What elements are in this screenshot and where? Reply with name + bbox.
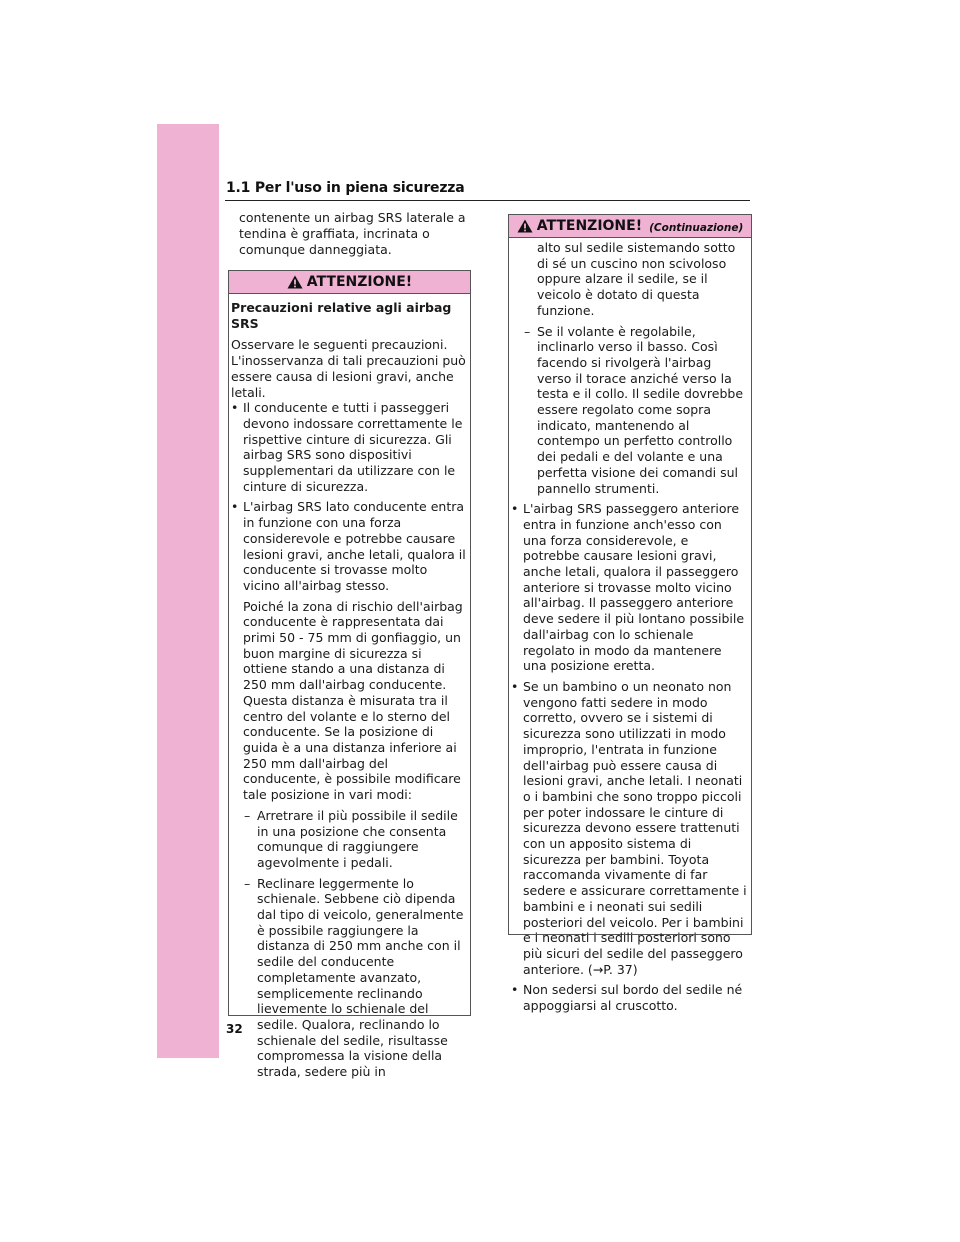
warning-triangle-icon [517, 219, 533, 233]
dash-item: – Reclinare leggermente lo schienale. Sebbene ciò dipenda dal tipo di veicolo, generalmente è possibile raggiungere la distanza di 250 mm anche con il sedile del conducente completamente avanzato, semplicemente reclinando lievemente lo schienale del sedile. Qualora, reclinando lo schienale del sedile, risultasse compromessa la visione della strada, sedere più in [231, 876, 466, 1080]
warning-header [229, 271, 470, 294]
warning-triangle-icon [287, 275, 303, 289]
intro-text: contenente un airbag SRS laterale a tendina è graffiata, incrinata o comunque danneggiata. [239, 210, 466, 257]
warning-title: ATTENZIONE! [536, 218, 643, 234]
warning-box-right [508, 214, 752, 1014]
bullet-item: • Se un bambino o un neonato non vengono fatti sedere in modo corretto, ovvero se i sistemi di sicurezza sono utilizzati in modo improprio, l'entrata in funzione dell'airbag può essere causa di lesioni gravi, anche letali. I neonati o i bambini che sono troppo piccoli per poter indossare le cinture di sicurezza devono essere trattenuti con un apposito sistema di sicurezza per bambini. Toyota raccomanda vivamente di far sedere e assicurare correttamente i bambini e i neonati sui sedili posteriori del veicolo. Per i bambini e i neonati i sedili posteriori sono più sicuri del sedile del passeggero anteriore. (→P. 37) [511, 679, 747, 977]
chapter-tab-bar [157, 124, 219, 1058]
intro-paragraph [239, 210, 471, 257]
dash-item: – Arretrare il più possibile il sedile in una posizione che consenta comunque di raggiungere agevolmente i pedali. [231, 808, 466, 871]
dash-continuation: alto sul sedile sistemando sotto di sé un cuscino non scivoloso oppure alzare il sedile, se il veicolo è dotato di questa funzione. [537, 240, 736, 318]
bullet-item: • L'airbag SRS passeggero anteriore entra in funzione anch'esso con una forza considerevole, e potrebbe causare lesioni gravi, anche letali, qualora il passeggero anteriore si trovasse molto vicino all'airbag. Il passeggero anteriore deve sedere il più lontano possibile dall'airbag con lo schienale regolato in modo da mantenere una posizione eretta. [511, 501, 747, 674]
bullet-item: • Il conducente e tutti i passeggeri devono indossare correttamente le rispettive cinture di sicurezza. Gli airbag SRS sono dispositivi supplementari da utilizzare con le cinture di sicurezza. [231, 400, 466, 494]
bullet-item: • Non sedersi sul bordo del sedile né appoggiarsi al cruscotto. [511, 982, 747, 1013]
section-title: 1.1 Per l'uso in piena sicurezza [226, 180, 465, 196]
continuation-label: (Continuazione) [649, 222, 744, 234]
dash-item: – Se il volante è regolabile, inclinarlo verso il basso. Così facendo si rivolgerà l'airbag verso il torace anziché verso la testa e il collo. Il sedile dovrebbe essere regolato come sopra indicato, mantenendo al contempo un perfetto controllo dei pedali e del volante e una perfetta visione dei comandi sul pannello strumenti. [511, 324, 747, 497]
warning-body [229, 294, 470, 1080]
bullet-item: • L'airbag SRS lato conducente entra in funzione con una forza considerevole e potrebbe causare lesioni gravi, anche letali, qualora il conducente si trovasse molto vicino all'airbag stesso. [231, 499, 466, 593]
bullet-paragraph: Poiché la zona di rischio dell'airbag conducente è rappresentata dai primi 50 - 75 mm di gonfiaggio, un buon margine di sicurezza si ottiene stando a una distanza di 250 mm dall'airbag conducente. Questa distanza è misurata tra il centro del volante e lo sterno del conducente. Se la posizione di guida è a una distanza inferiore ai 250 mm dall'airbag del conducente, è possibile modificare tale posizione in vari modi: [243, 598, 463, 803]
warning-heading: Precauzioni relative agli airbag SRS [231, 300, 452, 331]
section-header [225, 178, 750, 201]
page-number: 32 [226, 1022, 243, 1036]
warning-body [509, 238, 751, 1014]
warning-intro: Osservare le seguenti precauzioni. L'inosservanza di tali precauzioni può essere causa di lesioni gravi, anche letali. [231, 337, 466, 400]
warning-title: ATTENZIONE! [306, 274, 413, 290]
warning-header [509, 215, 751, 238]
